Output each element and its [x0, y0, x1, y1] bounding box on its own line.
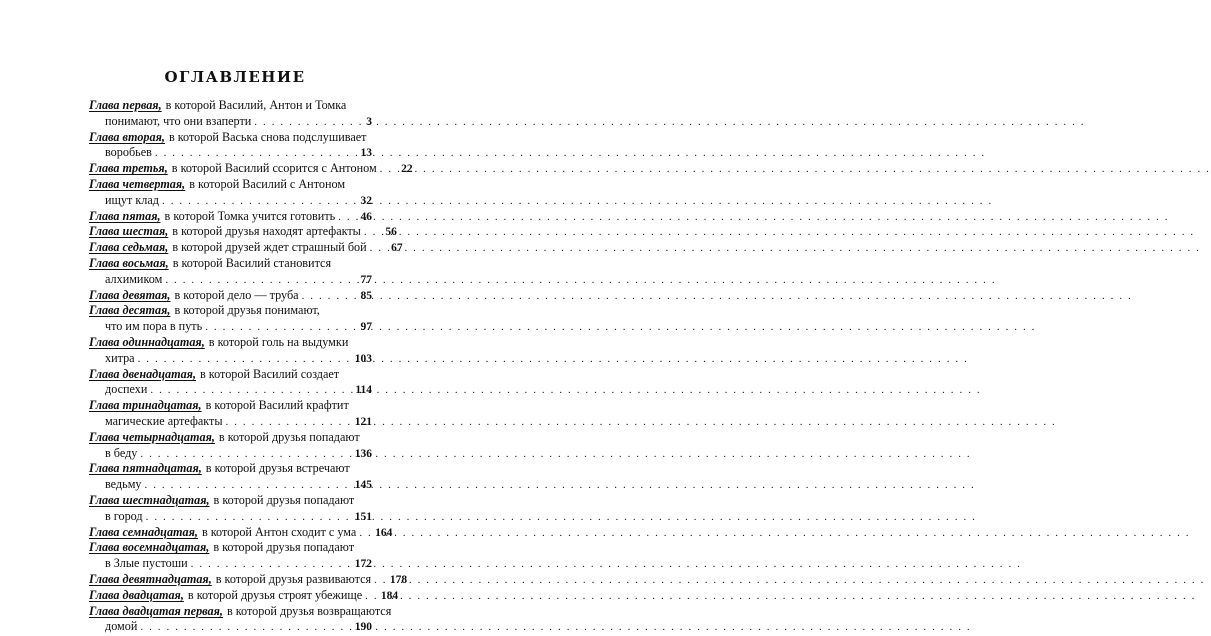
toc-entry[interactable] [89, 430, 372, 462]
chapter-heading: Глава двенадцатая, [89, 366, 196, 381]
toc-line [89, 145, 372, 161]
toc-entry[interactable] [89, 209, 372, 225]
toc-line [89, 98, 372, 114]
dot-leader [191, 557, 347, 573]
page-title: ОГЛАВЛЕНИЕ [164, 68, 306, 86]
toc-line [89, 303, 372, 319]
chapter-description: в которой друзья попадают [218, 429, 360, 444]
toc-line [89, 351, 372, 367]
chapter-heading: Глава девятнадцатая, [89, 571, 212, 586]
toc-line [89, 367, 372, 383]
toc-entry[interactable] [89, 587, 399, 604]
page-number: 77 [360, 273, 372, 286]
toc-entry[interactable] [89, 493, 372, 525]
chapter-description: в которой друзей ждет страшный бой [172, 240, 367, 255]
page-number: 85 [360, 289, 372, 302]
toc-line [89, 398, 372, 414]
dot-leader [254, 115, 347, 131]
toc-line [89, 509, 372, 525]
chapter-description: ищут клад [105, 192, 159, 207]
dot-leader [380, 162, 388, 178]
toc-entry[interactable] [89, 177, 372, 209]
chapter-description: в которой Василий с Антоном [189, 176, 346, 191]
page-number: 172 [354, 558, 372, 571]
chapter-description: доспехи [105, 382, 148, 397]
dot-leader [365, 589, 373, 605]
toc-line [89, 430, 372, 446]
chapter-heading: Глава восьмая, [89, 255, 169, 270]
toc-line [89, 446, 372, 462]
table-of-contents [89, 98, 413, 635]
page-number: 121 [354, 415, 372, 428]
chapter-description: в которой Василий создает [200, 366, 340, 381]
chapter-heading: Глава семнадцатая, [89, 524, 198, 539]
dot-leader [359, 526, 367, 542]
chapter-description: в Злые пустоши [105, 556, 188, 571]
chapter-description: в которой друзья находят артефакты [172, 224, 361, 239]
toc-line [89, 603, 392, 620]
chapter-description: в которой Васька снова подслушивает [168, 129, 367, 144]
toc-line [89, 461, 372, 477]
toc-line [89, 177, 372, 193]
dot-leader [374, 573, 382, 589]
chapter-description: в которой голь на выдумки [208, 334, 349, 349]
dot-leader [140, 447, 347, 463]
toc-line [89, 619, 372, 635]
toc-line [89, 209, 372, 225]
toc-line [89, 114, 372, 130]
toc-entry[interactable] [89, 161, 413, 177]
page-number: 164 [375, 526, 393, 539]
chapter-description: в которой друзья понимают, [174, 303, 320, 318]
chapter-heading: Глава вторая, [89, 129, 165, 144]
toc-line [89, 272, 372, 288]
toc-entry[interactable] [89, 524, 393, 541]
toc-line [89, 571, 408, 588]
chapter-description: в которой друзья возвращаются [226, 603, 392, 618]
page-number: 136 [354, 447, 372, 460]
chapter-description: в которой друзья встречают [205, 461, 350, 476]
toc-entry[interactable] [89, 240, 403, 256]
toc-line [89, 224, 397, 240]
dot-leader [146, 510, 347, 526]
page-number: 13 [360, 147, 372, 160]
toc-line [89, 540, 372, 556]
page-number: 22 [401, 163, 413, 176]
toc-entry[interactable] [89, 303, 372, 335]
dot-leader [138, 352, 347, 368]
page-number: 56 [385, 226, 397, 239]
dot-leader [162, 194, 347, 210]
chapter-description: в беду [105, 445, 138, 460]
chapter-description: ведьму [105, 477, 142, 492]
chapter-description: алхимиком [105, 271, 163, 286]
toc-line [89, 493, 372, 509]
dot-leader [205, 320, 347, 336]
dot-leader [140, 620, 347, 636]
chapter-description: хитра [105, 350, 135, 365]
dot-leader [338, 210, 347, 226]
chapter-heading: Глава шестнадцатая, [89, 492, 210, 507]
toc-line [89, 587, 399, 604]
chapter-heading: Глава тринадцатая, [89, 398, 202, 413]
page-number: 114 [355, 384, 372, 397]
page-number: 145 [354, 479, 372, 492]
chapter-heading: Глава шестая, [89, 224, 169, 239]
toc-line [89, 193, 372, 209]
chapter-description: в которой дело — труба [174, 287, 299, 302]
toc-entry[interactable] [89, 288, 372, 304]
page-number: 151 [354, 510, 372, 523]
chapter-description: в которой Василий становится [172, 255, 332, 270]
chapter-description: в которой Василий, Антон и Томка [165, 98, 347, 112]
dot-leader [226, 415, 347, 431]
page-number: 67 [391, 242, 403, 255]
chapter-heading: Глава двадцатая, [89, 587, 184, 602]
toc-line [89, 382, 372, 398]
page-number: 103 [354, 352, 372, 365]
toc-line [89, 256, 372, 272]
chapter-description: в которой Антон сходит с ума [201, 524, 357, 539]
page-number: 190 [354, 621, 372, 634]
chapter-heading: Глава десятая, [89, 303, 171, 318]
chapter-description: в которой друзья развиваются [215, 571, 372, 586]
chapter-description: домой [105, 619, 138, 634]
chapter-heading: Глава восемнадцатая, [89, 540, 210, 555]
chapter-heading: Глава седьмая, [89, 240, 169, 255]
chapter-description: в которой Василий крафтит [205, 398, 349, 413]
toc-entry[interactable] [89, 256, 372, 288]
chapter-description: в город [105, 508, 143, 523]
toc-line [89, 288, 372, 304]
page-number: 32 [360, 194, 372, 207]
toc-entry[interactable] [89, 398, 372, 430]
toc-entry[interactable] [89, 367, 372, 399]
page-number: 3 [366, 115, 372, 128]
chapter-description: в которой Василий ссорится с Антоном [171, 161, 377, 176]
chapter-description: что им пора в путь [105, 319, 203, 334]
chapter-heading: Глава третья, [89, 161, 168, 176]
toc-entry[interactable] [89, 335, 372, 367]
toc-entry[interactable] [89, 98, 372, 130]
page-number: 46 [360, 210, 372, 223]
toc-entry[interactable] [89, 461, 372, 493]
chapter-heading: Глава четвертая, [89, 176, 186, 191]
dot-leader [302, 289, 347, 305]
chapter-heading: Глава пятая, [89, 208, 161, 223]
chapter-description: воробьев [105, 145, 152, 160]
toc-entry[interactable] [89, 540, 372, 572]
chapter-description: в которой друзья попадают [213, 540, 355, 555]
dot-leader [165, 273, 347, 289]
toc-line [89, 335, 372, 351]
dot-leader [155, 146, 347, 162]
chapter-description: в которой друзья строят убежище [187, 587, 363, 602]
chapter-heading: Глава четырнадцатая, [89, 429, 215, 444]
dot-leader [145, 478, 348, 494]
chapter-heading: Глава пятнадцатая, [89, 461, 202, 476]
toc-line [89, 161, 413, 177]
chapter-description: понимают, что они взаперти [105, 113, 252, 128]
dot-leader [364, 225, 372, 241]
chapter-heading: Глава одиннадцатая, [89, 334, 205, 349]
chapter-description: магические артефакты [105, 413, 223, 428]
page-number: 178 [389, 573, 408, 586]
toc-entry[interactable] [89, 571, 408, 588]
toc-line [89, 414, 372, 430]
dot-leader [150, 383, 347, 399]
toc-entry[interactable] [89, 603, 392, 636]
toc-line [89, 130, 372, 146]
chapter-heading: Глава первая, [89, 98, 162, 112]
toc-line [89, 240, 403, 256]
toc-line [89, 319, 372, 335]
page-number: 97 [360, 321, 372, 334]
toc-entry[interactable] [89, 130, 372, 162]
chapter-description: в которой друзья попадают [213, 492, 355, 507]
chapter-description: в которой Томка учится готовить [164, 208, 336, 223]
book-page [0, 0, 470, 634]
toc-entry[interactable] [89, 224, 397, 240]
dot-leader [370, 241, 378, 257]
chapter-heading: Глава двадцатая первая, [89, 603, 223, 618]
toc-line [89, 556, 372, 572]
toc-line [89, 477, 372, 493]
toc-line [89, 524, 393, 541]
page-number: 184 [380, 589, 399, 602]
chapter-heading: Глава девятая, [89, 287, 171, 302]
